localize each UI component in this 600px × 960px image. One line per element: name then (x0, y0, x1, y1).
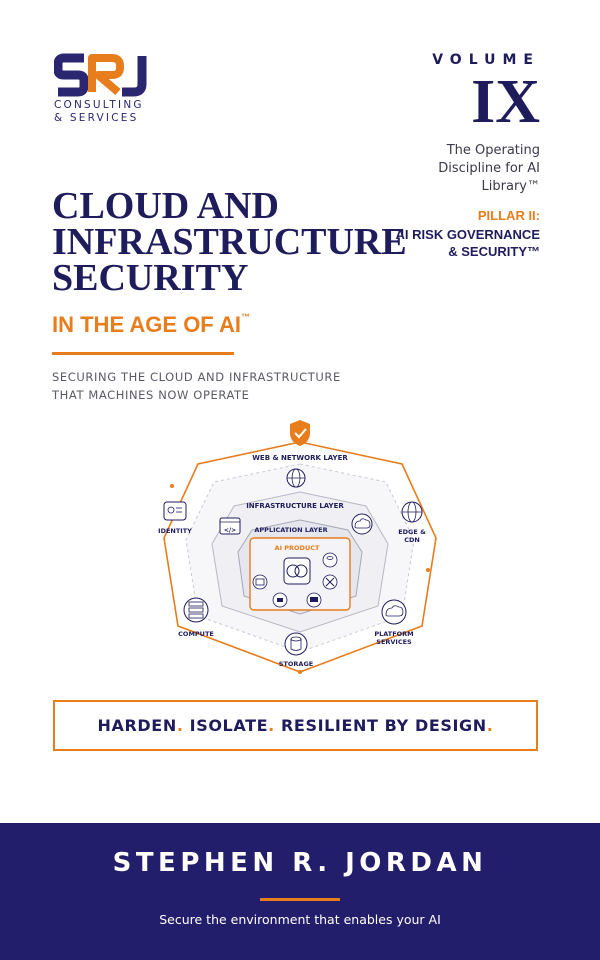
node-label-edge-1: EDGE & (398, 528, 426, 536)
tools-icon (323, 575, 337, 589)
layer-label-ai-product: AI PRODUCT (274, 544, 320, 552)
database-icon (285, 633, 307, 655)
author-divider (260, 898, 340, 901)
edge-globe-icon (402, 502, 422, 522)
chat-icon (307, 593, 321, 607)
subtitle-text: IN THE AGE OF AI (52, 312, 242, 337)
platform-cloud-icon (382, 600, 406, 624)
title-line-1: CLOUD AND (52, 185, 279, 227)
volume-label: VOLUME (432, 52, 540, 68)
node-label-identity: IDENTITY (158, 527, 192, 535)
volume-number: IX (471, 68, 540, 136)
brain-icon (284, 558, 310, 584)
svg-text:</>: </> (223, 527, 237, 534)
database-small-icon (323, 553, 337, 567)
motto-dot-2: . (268, 716, 275, 735)
author-name: STEPHEN R. JORDAN (112, 848, 488, 878)
title-divider (52, 352, 234, 355)
motto-word-2: ISOLATE (189, 716, 269, 735)
node-label-storage: STORAGE (278, 660, 314, 668)
srj-logo-mark (54, 52, 150, 98)
node-label-platform-2: SERVICES (376, 638, 412, 646)
logo-line-2: & SERVICES (54, 112, 139, 124)
motto-dot-1: . (176, 716, 184, 735)
node-label-edge-2: CDN (404, 536, 420, 544)
layer-label-web: WEB & NETWORK LAYER (252, 454, 348, 462)
title-line-2: INFRASTRUCTURE (52, 221, 407, 263)
layer-label-infrastructure: INFRASTRUCTURE LAYER (246, 502, 344, 510)
cloud-icon (352, 514, 372, 534)
title-line-3: SECURITY (52, 257, 249, 299)
layer-label-application: APPLICATION LAYER (254, 526, 328, 534)
server-small-icon (253, 575, 267, 589)
motto-word-1: HARDEN (97, 716, 177, 735)
pillar-label: PILLAR II: (477, 208, 540, 223)
motto-banner (53, 700, 538, 751)
motto-word-3: RESILIENT BY DESIGN (281, 716, 487, 735)
author-footer (0, 823, 600, 960)
server-stack-icon (184, 598, 208, 622)
tagline-line-1: SECURING THE CLOUD AND INFRASTRUCTURE (52, 370, 341, 384)
motto-dot-3: . (486, 716, 494, 735)
robot-icon (273, 593, 287, 607)
footer-tagline: Secure the environment that enables your AI (159, 912, 441, 927)
identity-icon (164, 502, 186, 520)
tagline-line-2: THAT MACHINES NOW OPERATE (52, 388, 250, 402)
book-subtitle (52, 312, 250, 338)
trademark-mark: ™ (241, 312, 251, 322)
security-layers-diagram (150, 420, 450, 690)
book-title (52, 185, 407, 299)
shield-icon (290, 420, 310, 446)
library-title: The Operating Discipline for AI Library™ (438, 143, 540, 194)
node-label-compute: COMPUTE (178, 630, 214, 638)
globe-icon (287, 469, 305, 487)
logo-line-1: CONSULTING (54, 99, 144, 111)
pillar-name: AI RISK GOVERNANCE & SECURITY™ (395, 227, 540, 259)
code-window-icon (220, 518, 240, 534)
publisher-logo (54, 52, 150, 124)
node-label-platform-1: PLATFORM (374, 630, 414, 638)
book-tagline (52, 368, 352, 404)
